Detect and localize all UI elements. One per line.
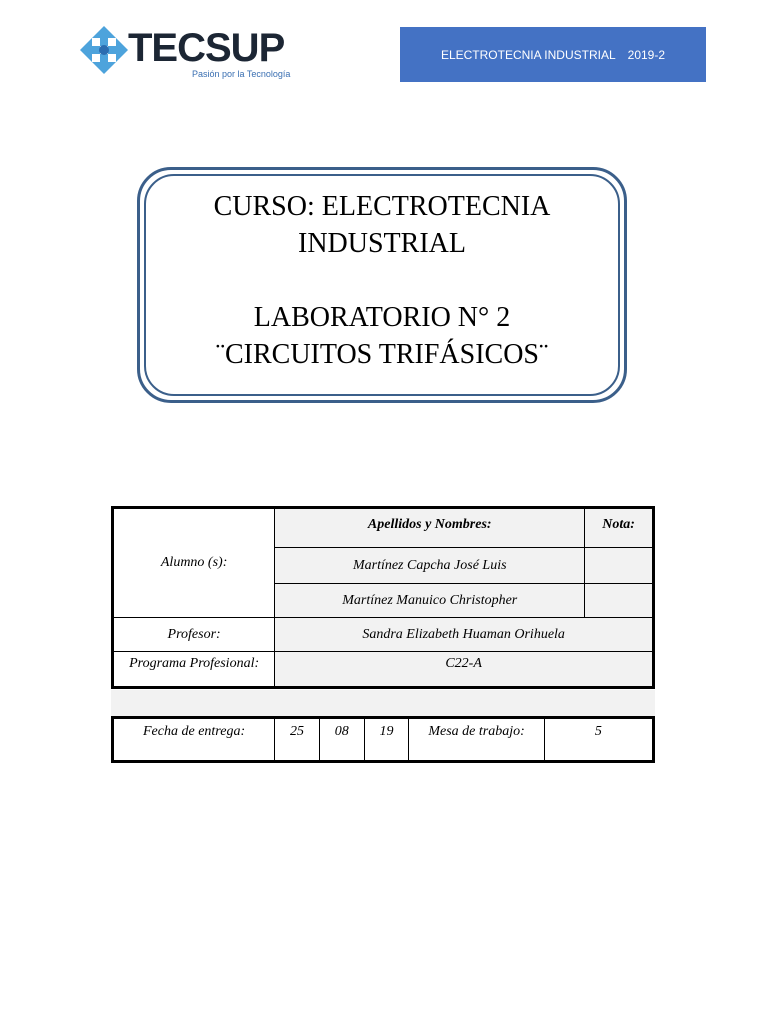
course-band-title: ELECTROTECNIA INDUSTRIAL xyxy=(440,47,616,62)
logo-wordmark: TECSUP xyxy=(128,26,285,70)
professor-label: Profesor: xyxy=(113,618,275,652)
professor-name: Sandra Elizabeth Huaman Orihuela xyxy=(275,618,654,652)
title-block xyxy=(140,188,624,373)
date-day: 25 xyxy=(275,718,320,762)
grade-cell-2 xyxy=(585,584,654,618)
title-frame xyxy=(137,167,627,403)
grade-header: Nota: xyxy=(585,508,654,548)
course-title-line1: CURSO: ELECTROTECNIA xyxy=(213,191,551,222)
lab-title: ¨CIRCUITOS TRIFÁSICOS¨ xyxy=(215,339,549,370)
tecsup-logo xyxy=(78,24,308,84)
student-label: Alumno (s): xyxy=(160,555,228,570)
date-label: Fecha de entrega: xyxy=(113,718,275,762)
date-month: 08 xyxy=(319,718,364,762)
worktable-label: Mesa de trabajo: xyxy=(409,718,544,762)
logo-tagline: Pasión por la Tecnología xyxy=(192,69,291,79)
course-header-band xyxy=(400,27,706,82)
names-header: Apellidos y Nombres: xyxy=(275,508,585,548)
recycle-arrows-icon xyxy=(78,24,130,76)
delivery-table xyxy=(111,716,655,763)
course-title-line2: INDUSTRIAL xyxy=(298,228,466,259)
student-name-1: Martínez Capcha José Luis xyxy=(275,548,585,584)
worktable-number: 5 xyxy=(544,718,653,762)
table-spacer xyxy=(111,690,655,716)
grade-cell-1 xyxy=(585,548,654,584)
student-label-cell xyxy=(113,508,275,618)
course-band-term: 2019-2 xyxy=(627,47,666,62)
student-info-table xyxy=(111,506,655,689)
date-year: 19 xyxy=(364,718,409,762)
lab-number: LABORATORIO N° 2 xyxy=(253,302,511,333)
student-name-2: Martínez Manuico Christopher xyxy=(275,584,585,618)
program-label: Programa Profesional: xyxy=(113,652,275,688)
program-value: C22-A xyxy=(275,652,654,688)
